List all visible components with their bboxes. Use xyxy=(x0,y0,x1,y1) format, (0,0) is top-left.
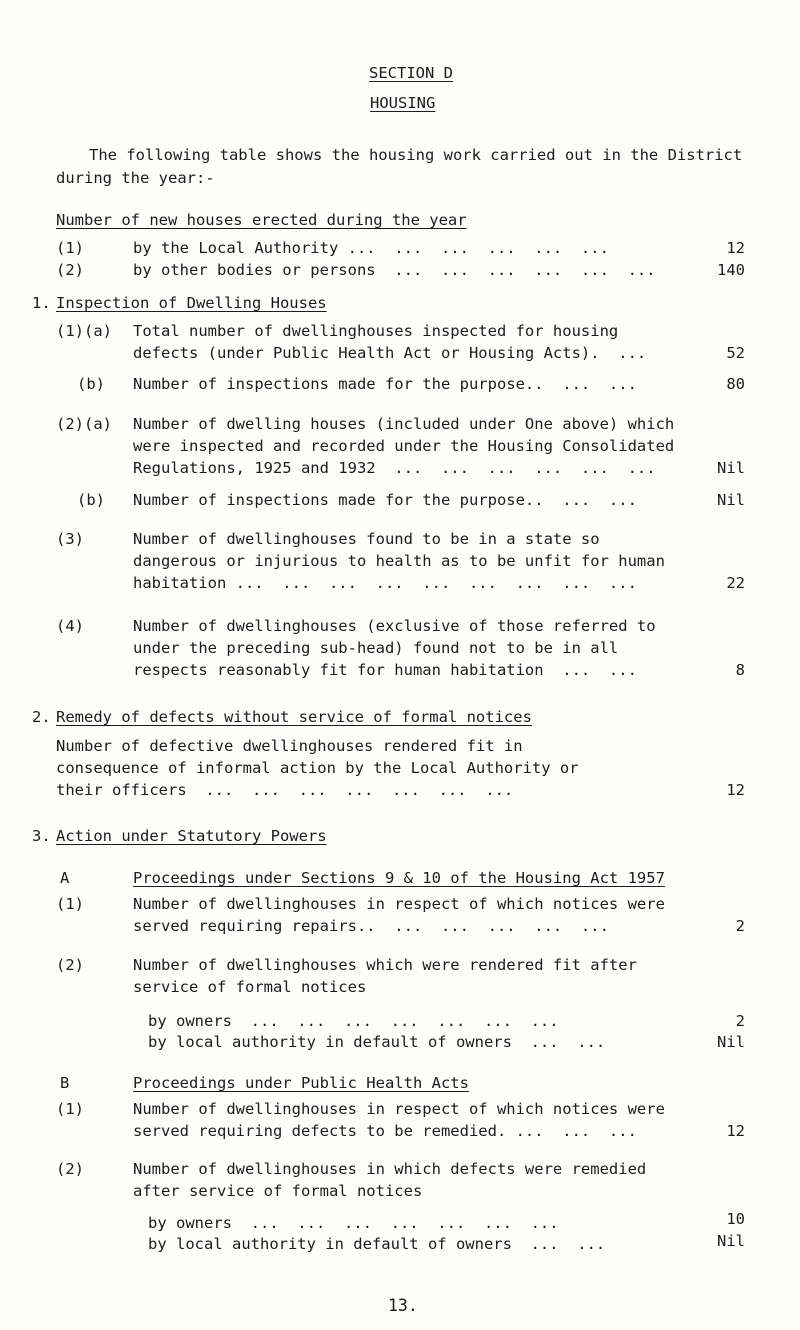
action-number: 3. xyxy=(32,827,51,845)
inspection-item-line: Regulations, 1925 and 1932 ... ... ... ... ... ... xyxy=(133,459,656,477)
part-a-letter: A xyxy=(60,869,70,887)
part-a-item1-line: Number of dwellinghouses in respect of which notices were xyxy=(133,895,665,913)
part-b-sub-text: by owners ... ... ... ... ... ... ... xyxy=(148,1214,559,1232)
remedy-value: 12 xyxy=(726,781,745,799)
part-a-item2-line: Number of dwellinghouses which were rendered fit after xyxy=(133,956,637,974)
new-houses-value-2: 140 xyxy=(717,261,745,279)
new-houses-text-2: by other bodies or persons ... ... ... ... ... ... xyxy=(133,261,656,279)
inspection-item-line: respects reasonably fit for human habitation ... ... xyxy=(133,661,637,679)
new-houses-num-2: (2) xyxy=(56,261,84,279)
section-subheading: HOUSING xyxy=(370,94,436,112)
inspection-item-line: were inspected and recorded under the Housing Consolidated xyxy=(133,437,675,455)
new-houses-heading: Number of new houses erected during the year xyxy=(56,211,467,229)
action-heading: Action under Statutory Powers xyxy=(56,827,327,845)
remedy-line: Number of defective dwellinghouses rendered fit in xyxy=(56,737,523,755)
part-b-letter: B xyxy=(60,1074,70,1092)
part-a-item2-num: (2) xyxy=(56,956,84,974)
remedy-heading: Remedy of defects without service of formal notices xyxy=(56,708,532,726)
remedy-line: their officers ... ... ... ... ... ... ... xyxy=(56,781,514,799)
intro-line-1: The following table shows the housing work carried out in the District xyxy=(89,146,743,164)
remedy-number: 2. xyxy=(32,708,51,726)
inspection-item-line: Number of dwelling houses (included under One above) which xyxy=(133,415,675,433)
part-a-item1-value: 2 xyxy=(735,917,745,935)
inspection-item-line: Total number of dwellinghouses inspected for housing xyxy=(133,322,619,340)
inspection-item-line: defects (under Public Health Act or Housing Acts). ... xyxy=(133,344,647,362)
part-b-item2-line: Number of dwellinghouses in which defects were remedied xyxy=(133,1160,647,1178)
part-b-sub-value: 10 xyxy=(726,1210,745,1228)
section-heading: SECTION D xyxy=(369,64,453,82)
new-houses-value-1: 12 xyxy=(726,239,745,257)
remedy-line: consequence of informal action by the Local Authority or xyxy=(56,759,579,777)
part-a-sub-text: by local authority in default of owners ... ... xyxy=(148,1033,606,1051)
part-a-sub-value: Nil xyxy=(717,1033,745,1051)
part-a-sub-value: 2 xyxy=(735,1012,745,1030)
part-b-sub-value: Nil xyxy=(717,1232,745,1250)
intro-line-2: during the year:- xyxy=(56,169,215,187)
inspection-item-line: habitation ... ... ... ... ... ... ... ... ... xyxy=(133,574,637,592)
inspection-item-value: Nil xyxy=(717,459,745,477)
inspection-item-value: Nil xyxy=(717,491,745,509)
page-number: 13. xyxy=(388,1296,418,1315)
part-b-item2-num: (2) xyxy=(56,1160,84,1178)
inspection-item-value: 22 xyxy=(726,574,745,592)
inspection-item-line: Number of inspections made for the purpose.. ... ... xyxy=(133,375,637,393)
part-b-heading: Proceedings under Public Health Acts xyxy=(133,1074,469,1092)
new-houses-text-1: by the Local Authority ... ... ... ... ... ... xyxy=(133,239,609,257)
inspection-item-num: (b) xyxy=(77,375,105,393)
part-a-item1-line: served requiring repairs.. ... ... ... ... ... xyxy=(133,917,609,935)
part-b-sub-text: by local authority in default of owners ... ... xyxy=(148,1235,606,1253)
part-a-item2-line: service of formal notices xyxy=(133,978,367,996)
inspection-item-value: 52 xyxy=(726,344,745,362)
inspection-item-value: 8 xyxy=(735,661,745,679)
inspection-item-line: under the preceding sub-head) found not to be in all xyxy=(133,639,619,657)
inspection-item-num: (2)(a) xyxy=(56,415,112,433)
inspection-item-num: (b) xyxy=(77,491,105,509)
part-b-item2-line: after service of formal notices xyxy=(133,1182,423,1200)
inspection-heading: Inspection of Dwelling Houses xyxy=(56,294,327,312)
inspection-item-line: Number of inspections made for the purpose.. ... ... xyxy=(133,491,637,509)
part-b-item1-value: 12 xyxy=(726,1122,745,1140)
inspection-item-num: (3) xyxy=(56,530,84,548)
inspection-item-num: (4) xyxy=(56,617,84,635)
part-a-heading: Proceedings under Sections 9 & 10 of the Housing Act 1957 xyxy=(133,869,665,887)
inspection-number: 1. xyxy=(32,294,51,312)
inspection-item-line: dangerous or injurious to health as to be unfit for human xyxy=(133,552,665,570)
part-a-sub-text: by owners ... ... ... ... ... ... ... xyxy=(148,1012,559,1030)
inspection-item-line: Number of dwellinghouses (exclusive of those referred to xyxy=(133,617,656,635)
part-b-item1-line: served requiring defects to be remedied. ... ... ... xyxy=(133,1122,637,1140)
inspection-item-line: Number of dwellinghouses found to be in a state so xyxy=(133,530,600,548)
inspection-item-value: 80 xyxy=(726,375,745,393)
part-b-item1-num: (1) xyxy=(56,1100,84,1118)
part-a-item1-num: (1) xyxy=(56,895,84,913)
part-b-item1-line: Number of dwellinghouses in respect of which notices were xyxy=(133,1100,665,1118)
new-houses-num-1: (1) xyxy=(56,239,84,257)
inspection-item-num: (1)(a) xyxy=(56,322,112,340)
